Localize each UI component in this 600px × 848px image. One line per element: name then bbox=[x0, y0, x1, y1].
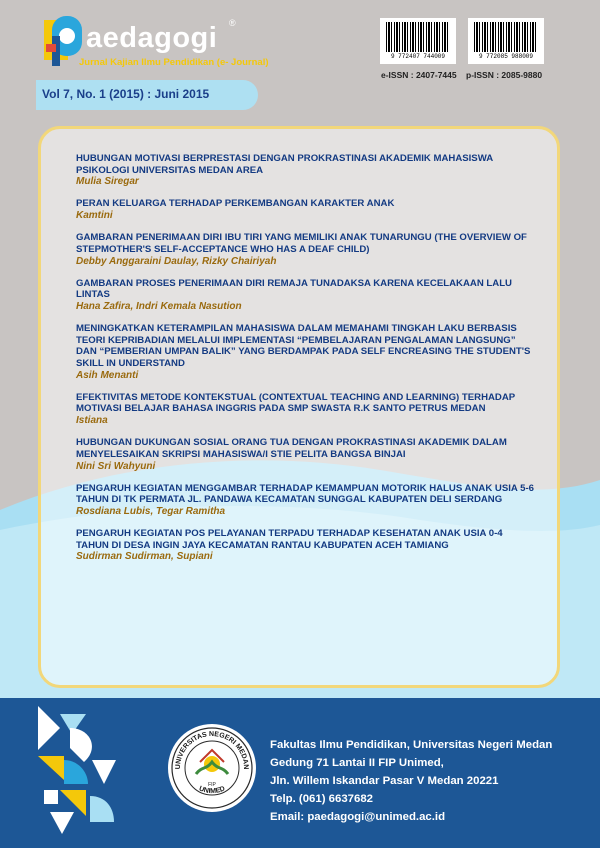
geometric-decoration-icon bbox=[30, 700, 140, 840]
address-line-faculty: Fakultas Ilmu Pendidikan, Universitas Negeri Medan bbox=[270, 739, 553, 751]
article-item bbox=[76, 232, 536, 267]
address-line-street: Jln. Willem Iskandar Pasar V Medan 20221 bbox=[270, 775, 499, 787]
journal-subtitle: Jurnal Kajian Ilmu Pendidikan (e- Journal) bbox=[79, 57, 269, 68]
article-title: GAMBARAN PENERIMAAN DIRI IBU TIRI YANG MEMILIKI ANAK TUNARUNGU (THE OVERVIEW OF STEPMOTHER'S SELF-ACCEPTANCE WHO HAS A DEAF CHILD) bbox=[76, 232, 527, 255]
article-authors: Nini Sri Wahyuni bbox=[76, 460, 156, 472]
article-item bbox=[76, 323, 536, 382]
article-title: GAMBARAN PROSES PENERIMAAN DIRI REMAJA TUNADAKSA KARENA KECELAKAAN LALU LINTAS bbox=[76, 277, 512, 301]
article-authors: Asih Menanti bbox=[76, 369, 139, 381]
article-authors: Istiana bbox=[76, 415, 108, 427]
barcode-bars bbox=[474, 22, 538, 52]
article-title: PERAN KELUARGA TERHADAP PERKEMBANGAN KARAKTER ANAK bbox=[76, 198, 395, 210]
p-issn-barcode bbox=[468, 18, 544, 64]
article-title: MENINGKATKAN KETERAMPILAN MAHASISWA DALAM MEMAHAMI TINGKAH LAKU BERBASIS TEORI KEPRIBADIAN MELALUI IMPLEMENTASI “PEMBELAJARAN PENGALAMAN LANGSUNG” DAN “PEMBERIAN UMPAN BALIK” YANG BERDAMPAK PADA SELF ENCREASING THE STUDENT'S SKILL IN UNDERSTAND bbox=[76, 322, 531, 370]
article-title: PENGARUH KEGIATAN MENGGAMBAR TERHADAP KEMAMPUAN MOTORIK HALUS ANAK USIA 5-6 TAHUN DI TK PERMATA JL. PANDAWA KECAMATAN SUNGGAL KABUPATEN DELI SERDANG bbox=[76, 482, 535, 506]
article-item bbox=[76, 278, 536, 313]
article-item bbox=[76, 483, 536, 518]
e-issn-label: e-ISSN : 2407-7445 bbox=[381, 70, 457, 80]
article-list bbox=[76, 153, 536, 573]
article-item bbox=[76, 437, 536, 472]
volume-label: Vol 7, No. 1 (2015) : Juni 2015 bbox=[42, 87, 210, 101]
article-authors: Debby Anggaraini Daulay, Rizky Chairiyah bbox=[76, 255, 277, 267]
university-seal-icon bbox=[166, 722, 258, 814]
registered-mark: ® bbox=[229, 18, 236, 28]
address-line-building: Gedung 71 Lantai II FIP Unimed, bbox=[270, 757, 444, 769]
article-authors: Sudirman Sudirman, Supiani bbox=[76, 551, 213, 563]
journal-brand-name: aedagogi bbox=[86, 22, 218, 54]
article-authors: Kamtini bbox=[76, 210, 113, 222]
article-title: HUBUNGAN MOTIVASI BERPRESTASI DENGAN PROKRASTINASI AKADEMIK MAHASISWA PSIKOLOGI UNIVERSITAS MEDAN AREA bbox=[76, 153, 493, 176]
email-line[interactable]: Email: paedagogi@unimed.ac.id bbox=[270, 811, 446, 823]
article-item bbox=[76, 392, 536, 427]
barcode-number: 9 772407 744009 bbox=[390, 53, 445, 60]
article-title: PENGARUH KEGIATAN POS PELAYANAN TERPADU TERHADAP KESEHATAN ANAK USIA 0-4 TAHUN DI DESA INGIN JAYA KECAMATAN RANTAU KABUPATEN ACEH TAMIANG bbox=[76, 527, 503, 551]
phone-line: Telp. (061) 6637682 bbox=[270, 793, 373, 805]
article-authors: Rosdiana Lubis, Tegar Ramitha bbox=[76, 505, 226, 517]
p-issn-label: p-ISSN : 2085-9880 bbox=[466, 70, 543, 80]
article-item bbox=[76, 153, 536, 188]
svg-text:FIP: FIP bbox=[208, 782, 216, 788]
svg-text:UNIVERSITAS NEGERI MEDAN: UNIVERSITAS NEGERI MEDAN bbox=[174, 730, 250, 770]
article-title: HUBUNGAN DUKUNGAN SOSIAL ORANG TUA DENGAN PROKRASTINASI AKADEMIK DALAM MENYELESAIKAN SKRIPSI MAHASISWA/I STIE PELITA BANGSA BINJAI bbox=[76, 437, 507, 460]
article-item bbox=[76, 198, 536, 222]
barcode-number: 9 772085 988009 bbox=[478, 53, 533, 60]
e-issn-barcode bbox=[380, 18, 456, 64]
article-authors: Hana Zafira, Indri Kemala Nasution bbox=[76, 300, 242, 312]
article-title: EFEKTIVITAS METODE KONTEKSTUAL (CONTEXTUAL TEACHING AND LEARNING) TERHADAP MOTIVASI BELAJAR BAHASA INGGRIS PADA SMP SWASTA R.K SANTO PETRUS MEDAN bbox=[76, 391, 516, 415]
barcode-bars bbox=[386, 22, 450, 52]
article-authors: Mulia Siregar bbox=[76, 176, 139, 188]
svg-text:UNIMED: UNIMED bbox=[197, 785, 227, 796]
article-item bbox=[76, 528, 536, 563]
